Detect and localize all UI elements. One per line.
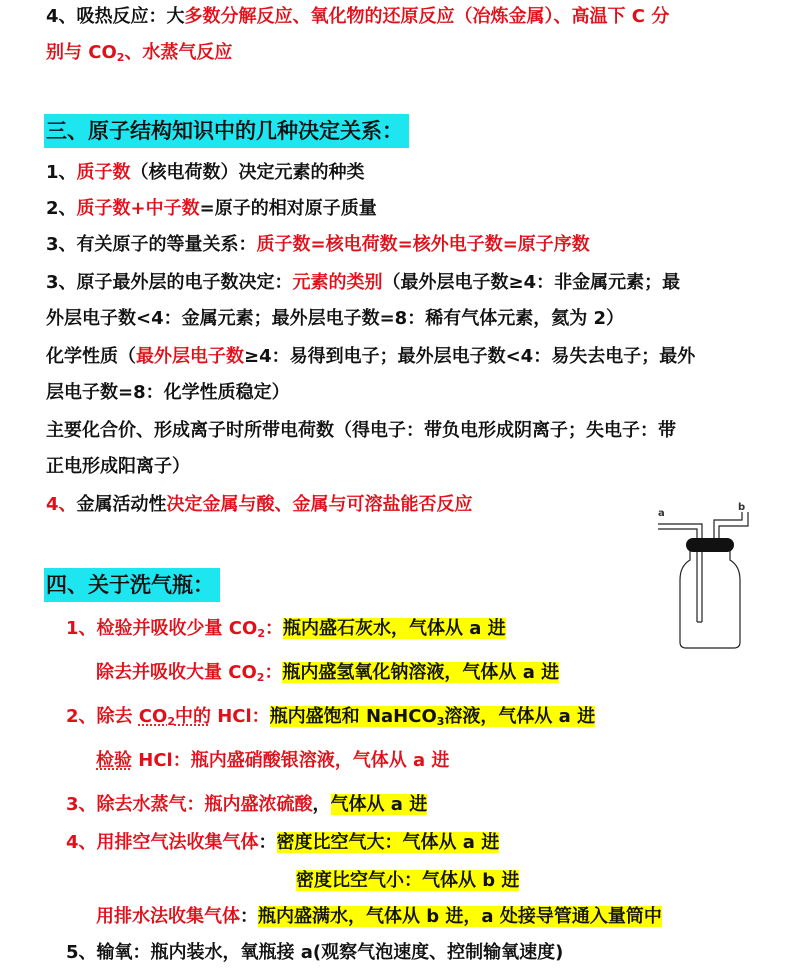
subscript: 2 bbox=[167, 715, 175, 728]
red-text: 质子数=核电荷数=核外电子数=原子序数 bbox=[256, 234, 590, 255]
text-line: 正电形成阳离子） bbox=[46, 456, 190, 477]
red-text: 1、检验并吸收少量 CO bbox=[66, 618, 258, 639]
list-item bbox=[66, 830, 499, 856]
item-number: 1、 bbox=[46, 162, 77, 183]
list-item bbox=[296, 868, 519, 894]
red-text: 质子数 bbox=[76, 162, 131, 183]
rubber-stopper bbox=[686, 538, 734, 552]
item-text: ≥4：易得到电子；最外层电子数<4：易失去电子；最外 bbox=[244, 346, 696, 367]
label-b: b bbox=[738, 502, 746, 513]
red-text: 别与 CO bbox=[46, 42, 117, 63]
item-text: 化学性质（ bbox=[46, 346, 136, 367]
red-text: 元素的类别 bbox=[292, 272, 383, 293]
red-text: 4、用排空气法收集气体 bbox=[66, 832, 259, 853]
paragraph bbox=[46, 344, 695, 370]
highlighted-text: 气体从 a 进 bbox=[330, 794, 428, 815]
item-prefix: 4、吸热反应：大 bbox=[46, 6, 185, 27]
item-text: 3、有关原子的等量关系： bbox=[46, 234, 257, 255]
outlet-tube-b bbox=[714, 512, 748, 538]
text-line: 外层电子数<4：金属元素；最外层电子数=8：稀有气体元素，氦为 2） bbox=[46, 308, 625, 329]
item-text: ， bbox=[312, 794, 331, 815]
highlighted-text bbox=[270, 706, 595, 727]
red-text: 质子数+中子数 bbox=[76, 198, 200, 219]
red-text: ： bbox=[264, 618, 283, 639]
item-text: 3、原子最外层的电子数决定： bbox=[46, 272, 293, 293]
label-a: a bbox=[658, 508, 665, 519]
list-item bbox=[46, 232, 590, 258]
list-item bbox=[66, 704, 595, 730]
subscript: 2 bbox=[257, 627, 265, 640]
item-text: （最外层电子数≥4：非金属元素；最 bbox=[382, 272, 681, 293]
item-text: =原子的相对原子质量 bbox=[199, 198, 377, 219]
highlighted-text: 密度比空气大：气体从 a 进 bbox=[276, 832, 500, 853]
item-text: ： bbox=[240, 906, 258, 927]
text-line bbox=[46, 40, 232, 66]
list-item bbox=[66, 792, 427, 818]
highlighted-text: 瓶内盛氢氧化钠溶液，气体从 a 进 bbox=[282, 662, 560, 683]
item-number: 2、 bbox=[46, 198, 77, 219]
section-heading-3: 三、原子结构知识中的几种决定关系： bbox=[44, 114, 409, 148]
red-text: 中的 bbox=[174, 706, 211, 727]
list-item bbox=[66, 616, 506, 642]
list-item bbox=[96, 748, 449, 774]
highlighted-text: 瓶内盛满水，气体从 b 进，a 处接导管通入量筒中 bbox=[258, 906, 662, 927]
paragraph: 主要化合价、形成离子时所带电荷数（得电子：带负电形成阴离子；失电子：带 bbox=[46, 420, 676, 441]
red-text: 2、除去 bbox=[66, 706, 139, 727]
red-text: HCl： bbox=[210, 706, 270, 727]
red-text: CO bbox=[138, 706, 168, 727]
list-item bbox=[46, 492, 473, 518]
highlighted-text: 密度比空气小：气体从 b 进 bbox=[296, 870, 520, 891]
list-item bbox=[46, 270, 680, 296]
gas-washing-bottle-figure bbox=[650, 484, 760, 654]
list-item bbox=[46, 196, 377, 222]
list-item bbox=[96, 904, 662, 930]
red-text: HCl：瓶内盛硝酸银溶液，气体从 a 进 bbox=[132, 750, 450, 771]
red-text: 最外层电子数 bbox=[136, 346, 244, 367]
red-text: 3、除去水蒸气：瓶内盛浓硫酸 bbox=[66, 794, 313, 815]
red-text: 多数分解反应、氧化物的还原反应（冶炼金属）、高温下 C 分 bbox=[184, 6, 670, 27]
list-item: 5、输氧：瓶内装水，氧瓶接 a(观察气泡速度、控制输氧速度) bbox=[66, 942, 564, 963]
subscript: 2 bbox=[256, 671, 265, 684]
highlighted-text: 瓶内盛石灰水，气体从 a 进 bbox=[282, 618, 506, 639]
item-text: （核电荷数）决定元素的种类 bbox=[130, 162, 365, 183]
subscript: 2 bbox=[116, 51, 125, 64]
item-text: ： bbox=[258, 832, 277, 853]
item-text: 金属活动性 bbox=[76, 494, 167, 515]
text-line: 层电子数=8：化学性质稳定） bbox=[46, 382, 290, 403]
text-line bbox=[46, 4, 669, 30]
red-text: 、水蒸气反应 bbox=[124, 42, 233, 63]
list-item bbox=[46, 160, 365, 186]
red-text: 决定金属与酸、金属与可溶盐能否反应 bbox=[166, 494, 473, 515]
red-text: 用排水法收集气体 bbox=[96, 906, 240, 927]
red-text: ： bbox=[264, 662, 283, 683]
list-item bbox=[96, 660, 559, 686]
highlight-part: 瓶内盛饱和 NaHCO bbox=[269, 706, 437, 727]
red-text: 检验 bbox=[96, 750, 132, 771]
bottle-body bbox=[680, 550, 740, 648]
section-heading-4: 四、关于洗气瓶： bbox=[44, 568, 220, 602]
subscript: 3 bbox=[436, 715, 445, 728]
red-text: 4、 bbox=[46, 494, 77, 515]
red-text: 除去并吸收大量 CO bbox=[96, 662, 257, 683]
highlight-part: 溶液，气体从 a 进 bbox=[444, 706, 596, 727]
